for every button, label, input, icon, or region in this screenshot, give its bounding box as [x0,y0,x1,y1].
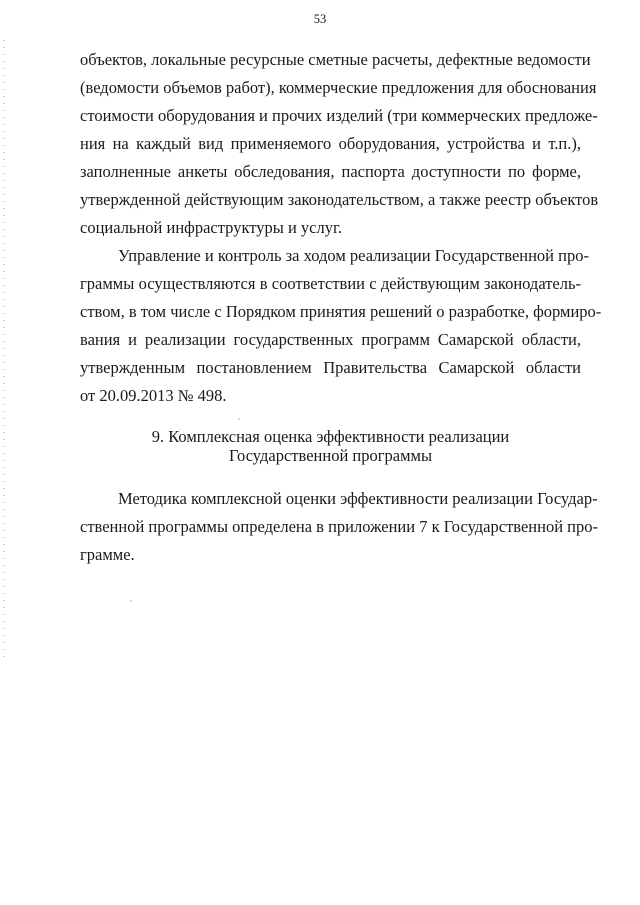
text-line: утвержденным постановлением Правительства Самарской области [80,358,581,377]
page-number: 53 [313,12,327,26]
text-line: объектов, локальные ресурсные сметные расчеты, дефектные ведомости [80,50,591,69]
text-line: вания и реализации государственных программ Самарской области, [80,330,581,349]
section-heading-line-2: Государственной программы [228,446,433,465]
text-line: от 20.09.2013 № 498. [80,386,227,405]
text-line: граммы осуществляются в соответствии с действующим законодатель- [80,274,581,293]
text-line: заполненные анкеты обследования, паспорта доступности по форме, [80,162,581,181]
text-line: ством, в том числе с Порядком принятия решений о разработке, формиро- [80,302,602,321]
section-heading-line-1: 9. Комплексная оценка эффективности реализации [151,427,510,446]
scan-speck [238,418,240,420]
left-margin-scan-marks [3,40,5,660]
text-line: Методика комплексной оценки эффективности реализации Государ- [118,489,598,508]
text-line: Управление и контроль за ходом реализации Государственной про- [118,246,589,265]
text-line: социальной инфраструктуры и услуг. [80,218,342,237]
text-line: грамме. [80,545,135,564]
text-line: ственной программы определена в приложении 7 к Государственной про- [80,517,598,536]
text-line: (ведомости объемов работ), коммерческие предложения для обоснования [80,78,597,97]
text-line: стоимости оборудования и прочих изделий (три коммерческих предложе- [80,106,598,125]
scan-speck [130,600,132,602]
text-line: утвержденной действующим законодательством, а также реестр объектов [80,190,599,209]
text-line: ния на каждый вид применяемого оборудования, устройства и т.п.), [80,134,581,153]
